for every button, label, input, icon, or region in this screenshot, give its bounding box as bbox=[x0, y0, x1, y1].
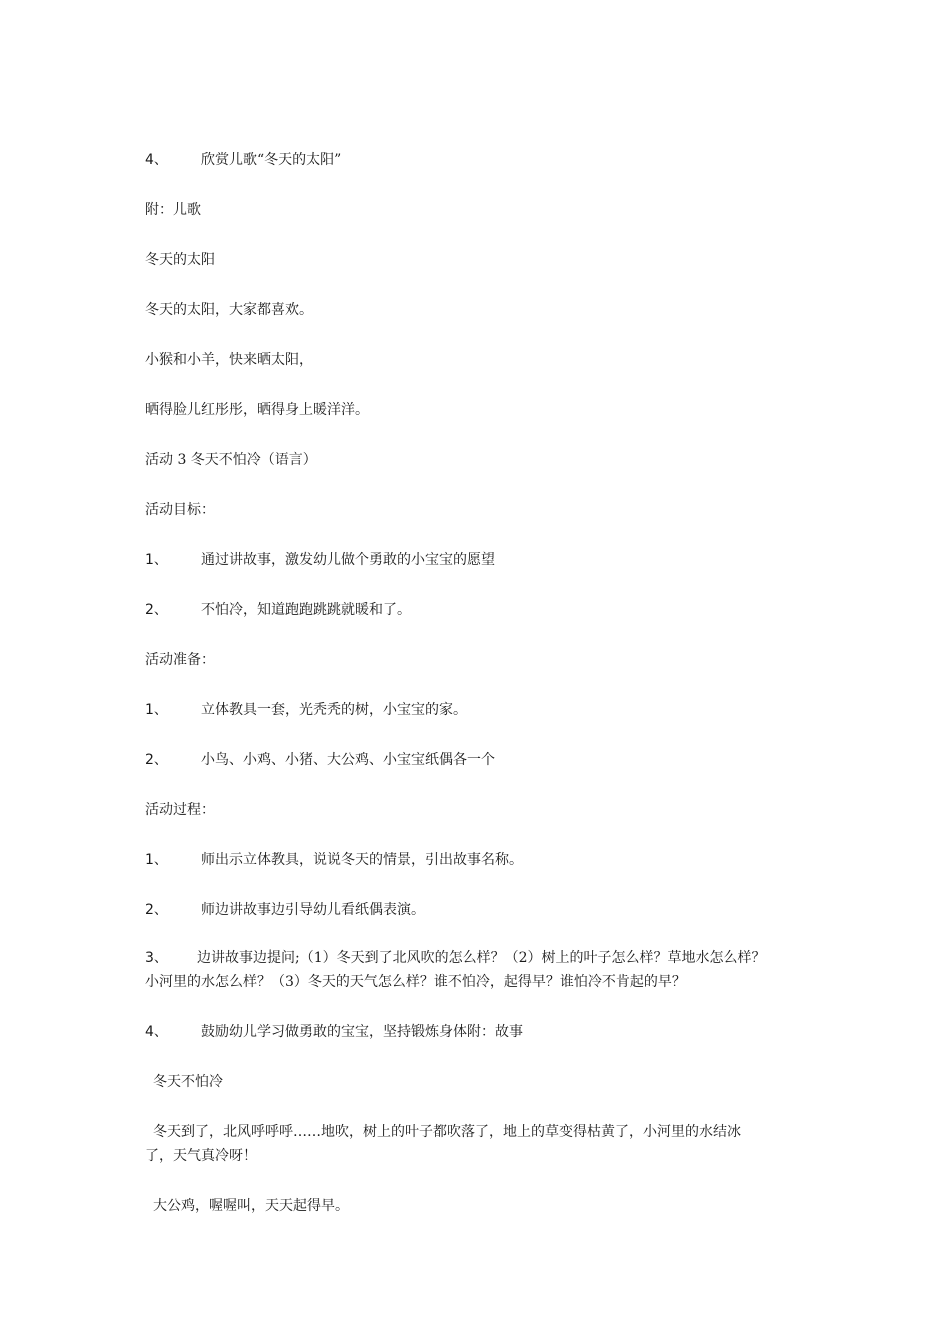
story-title: 冬天不怕冷 bbox=[153, 1074, 223, 1090]
list-number: 2、 bbox=[145, 602, 168, 618]
list-item bbox=[145, 946, 825, 970]
attachment-label: 附：儿歌 bbox=[145, 202, 201, 218]
song-line: 晒得脸儿红彤彤，晒得身上暖洋洋。 bbox=[145, 402, 369, 418]
list-number: 3、 bbox=[145, 950, 168, 966]
section-heading-preparation: 活动准备： bbox=[145, 652, 215, 668]
list-item-text: 不怕冷，知道跑跑跳跳就暖和了。 bbox=[201, 602, 411, 618]
story-paragraph: 大公鸡，喔喔叫，天天起得早。 bbox=[153, 1198, 349, 1214]
song-line: 冬天的太阳，大家都喜欢。 bbox=[145, 302, 313, 318]
list-item-text: 通过讲故事，激发幼儿做个勇敢的小宝宝的愿望 bbox=[201, 552, 495, 568]
list-item-text: 鼓励幼儿学习做勇敢的宝宝，坚持锻炼身体附：故事 bbox=[201, 1024, 523, 1040]
list-number: 1、 bbox=[145, 852, 168, 868]
list-number: 1、 bbox=[145, 552, 168, 568]
list-item bbox=[145, 848, 825, 872]
list-item-appreciate-song bbox=[145, 148, 825, 172]
list-item bbox=[145, 698, 825, 722]
list-item bbox=[145, 1020, 825, 1044]
list-item-continuation: 小河里的水怎么样？（3）冬天的天气怎么样？谁不怕冷，起得早？谁怕冷不肯起的早？ bbox=[145, 974, 686, 990]
list-number: 4、 bbox=[145, 152, 168, 168]
list-item-text: 立体教具一套，光秃秃的树，小宝宝的家。 bbox=[201, 702, 467, 718]
section-heading-process: 活动过程： bbox=[145, 802, 215, 818]
list-item bbox=[145, 898, 825, 922]
list-number: 2、 bbox=[145, 902, 168, 918]
list-number: 4、 bbox=[145, 1024, 168, 1040]
song-title: 冬天的太阳 bbox=[145, 252, 215, 268]
list-number: 2、 bbox=[145, 752, 168, 768]
list-item bbox=[145, 748, 825, 772]
story-paragraph: 冬天到了，北风呼呼呼……地吹，树上的叶子都吹落了，地上的草变得枯黄了，小河里的水结冰 bbox=[153, 1124, 741, 1140]
list-item bbox=[145, 598, 825, 622]
song-line: 小猴和小羊，快来晒太阳， bbox=[145, 352, 313, 368]
activity-heading: 活动 3 冬天不怕冷（语言） bbox=[145, 452, 317, 468]
list-item-text: 边讲故事边提问;（1）冬天到了北风吹的怎么样？（2）树上的叶子怎么样？草地水怎么样？ bbox=[197, 950, 766, 966]
section-heading-goals: 活动目标： bbox=[145, 502, 215, 518]
list-item-text: 师出示立体教具，说说冬天的情景，引出故事名称。 bbox=[201, 852, 523, 868]
list-item bbox=[145, 548, 825, 572]
story-paragraph-continuation: 了，天气真冷呀！ bbox=[145, 1148, 257, 1164]
list-number: 1、 bbox=[145, 702, 168, 718]
list-item-text: 师边讲故事边引导幼儿看纸偶表演。 bbox=[201, 902, 425, 918]
list-item-text: 小鸟、小鸡、小猪、大公鸡、小宝宝纸偶各一个 bbox=[201, 752, 495, 768]
list-item-text: 欣赏儿歌“冬天的太阳” bbox=[201, 152, 342, 168]
